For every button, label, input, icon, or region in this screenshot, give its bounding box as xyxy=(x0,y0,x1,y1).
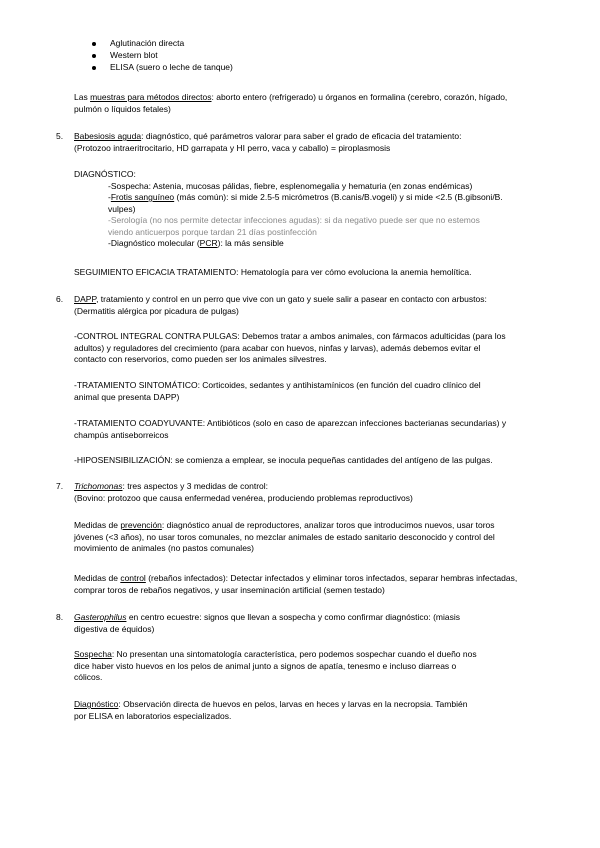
bullet-icon xyxy=(92,42,96,46)
control-medidas-paragraph: Medidas de control (rebaños infectados): Detectar infectados y eliminar toros infectados, separar hembras infectadas, comprar toros de rebaños negativos, y usar inseminación artificial (semen testado) xyxy=(74,573,518,595)
question-number: 8. xyxy=(56,612,64,622)
muestras-paragraph: Las muestras para métodos directos: aborto entero (refrigerado) u órganos en formalina (cerebro, corazón, hígado, pulmón o líquidos fetales) xyxy=(74,92,508,114)
list-item: Aglutinación directa xyxy=(92,38,233,50)
hiposensibilizacion-paragraph: -HIPOSENSIBILIZACIÓN: se comienza a emplear, se inocula pequeñas cantidades del antígeno de las pulgas. xyxy=(74,455,493,465)
seguimiento-paragraph: SEGUIMIENTO EFICACIA TRATAMIENTO: Hematología para ver cómo evoluciona la anemia hemolítica. xyxy=(74,267,472,277)
sintomatico-paragraph: -TRATAMIENTO SINTOMÁTICO: Corticoides, sedantes y antihistamínicos (en función del cuadro clínico del animal que presenta DAPP) xyxy=(74,380,481,402)
bullet-list xyxy=(92,38,233,74)
question-number: 5. xyxy=(56,131,64,141)
sospecha-paragraph: Sospecha: No presentan una sintomatología característica, pero podemos sospechar cuando el dueño nos dice haber visto huevos en los pelos de animal junto a signos de apatía, tenesmo e incluso diarreas o cólicos. xyxy=(74,649,477,682)
list-item: Western blot xyxy=(92,50,233,62)
control-paragraph: -CONTROL INTEGRAL CONTRA PULGAS: Debemos tratar a ambos animales, con fármacos adulticidas (para los adultos) y reguladores del crecimiento (para acabar con huevos, ninfas y larvas), además debemos evitar el contacto con reservorios, como pueden ser los animales silvestres. xyxy=(74,331,506,364)
bullet-icon xyxy=(92,66,96,70)
question-7: Trichomonas: tres aspectos y 3 medidas de control: (Bovino: protozoo que causa enfermedad venérea, produciendo problemas reproductivos) xyxy=(74,481,413,503)
question-6: DAPP, tratamiento y control en un perro que vive con un gato y suele salir a pasear en contacto con arbustos: (Dermatitis alérgica por picadura de pulgas) xyxy=(74,294,487,316)
diagnostico-section: DIAGNÓSTICO: -Sospecha: Astenia, mucosas pálidas, fiebre, esplenomegalia y hematuria (en zonas endémicas) -Frotis sanguíneo (más común): si mide 2.5-5 micrómetros (B.canis/B.vogeli) y si mide <2.5 (B.gibsoni/B. vulpes) -Serología (no nos permite detectar infecciones agudas): si da negativo puede ser que no estemos viendo anticuerpos porque tardan 21 días postinfección -Diagnóstico molecular (PCR): la más sensible xyxy=(74,169,554,250)
diagnostico-paragraph: Diagnóstico: Observación directa de huevos en pelos, larvas en heces y larvas en la necropsia. También por ELISA en laboratorios especializados. xyxy=(74,699,468,721)
question-number: 6. xyxy=(56,294,64,304)
section-heading: DIAGNÓSTICO: xyxy=(74,169,136,179)
question-5: Babesiosis aguda: diagnóstico, qué parámetros valorar para saber el grado de eficacia del tratamiento: (Protozoo intraeritrocitario, HD garrapata y HI perro, vaca y caballo) = piroplasmosis xyxy=(74,131,462,153)
list-item: ELISA (suero o leche de tanque) xyxy=(92,62,233,74)
bullet-icon xyxy=(92,54,96,58)
question-8: Gasterophilus en centro ecuestre: signos que llevan a sospecha y como confirmar diagnóstico: (miasis digestiva de équidos) xyxy=(74,612,461,634)
prevencion-paragraph: Medidas de prevención: diagnóstico anual de reproductores, analizar toros que introducimos nuevos, usar toros jóvenes (<3 años), no usar toros comunales, no mezclar animales de estado sanitario desconocido y control del movimiento de animales (no pastos comunales) xyxy=(74,520,495,553)
question-number: 7. xyxy=(56,481,64,491)
coadyuvante-paragraph: -TRATAMIENTO COADYUVANTE: Antibióticos (solo en caso de aparezcan infecciones bacterianas secundarias) y champús antiseborreicos xyxy=(74,418,507,440)
